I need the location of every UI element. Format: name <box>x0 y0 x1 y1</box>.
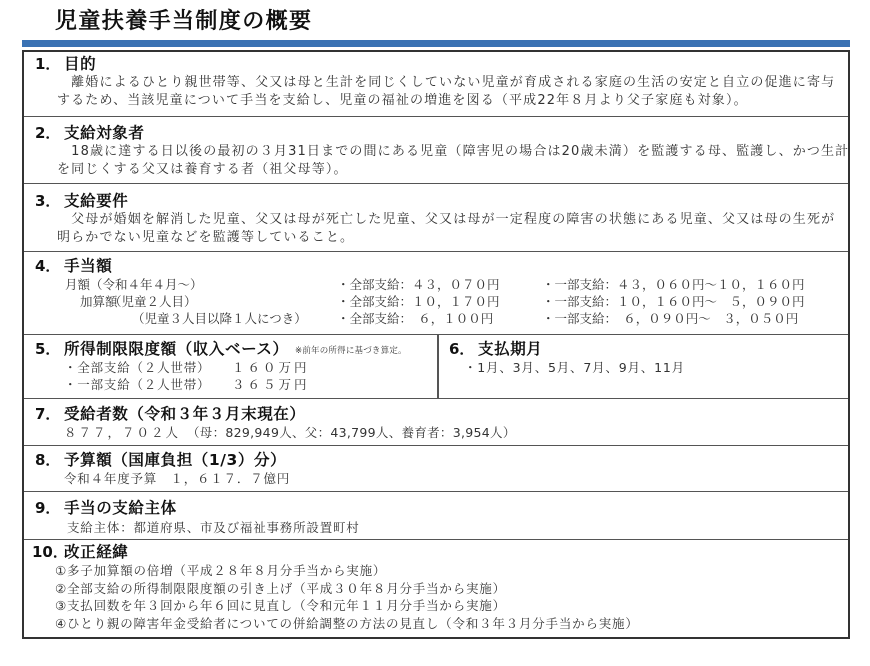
provider-text: 支給主体：都道府県、市及び福祉事務所設置町村 <box>67 520 360 535</box>
section-heading <box>24 256 848 276</box>
section-purpose <box>24 52 848 117</box>
section-number: 10． <box>32 543 68 561</box>
section-income-limit <box>24 335 437 399</box>
section-title: 改正経緯 <box>64 543 129 561</box>
section-number: 7． <box>35 405 61 423</box>
section-recipients <box>24 399 848 446</box>
section-heading <box>438 339 848 359</box>
recipients-total: ８７７，７０２人 <box>64 425 181 440</box>
section-budget <box>24 446 848 492</box>
income-limit-item <box>24 359 437 376</box>
amount-row-second-child <box>24 293 848 310</box>
full-payment-value: ・全部支給： ６，１００円 <box>337 311 494 326</box>
payment-months-item <box>438 359 848 376</box>
section-number: 8． <box>35 451 61 469</box>
section-number: 4． <box>35 257 61 275</box>
overview-table <box>22 50 850 639</box>
section-title: 支給対象者 <box>64 124 145 142</box>
section-history <box>24 540 848 637</box>
full-payment-value: ・全部支給：４３，０７０円 <box>337 277 500 292</box>
section-number: 1． <box>35 55 61 73</box>
page-title: 児童扶養手当制度の概要 <box>55 9 313 34</box>
section-requirements <box>24 184 848 252</box>
section-title: 所得制限限度額（収入ベース） <box>64 340 289 358</box>
body-line: を同じくする父又は養育する者（祖父母等）。 <box>57 162 348 177</box>
section-heading <box>24 542 848 562</box>
section-number: 5． <box>35 340 61 358</box>
section-eligible <box>24 117 848 184</box>
history-text: ④ひとり親の障害年金受給者についての併給調整の方法の見直し（令和３年３月分手当から実施） <box>55 616 639 632</box>
row-sublabel: （児童３人目以降１人につき） <box>132 311 307 326</box>
title-accent-bar <box>22 40 850 47</box>
amount-row-monthly <box>24 276 848 293</box>
section-provider <box>24 492 848 540</box>
section-title: 手当の支給主体 <box>64 499 177 517</box>
section-title: 受給者数（令和３年３月末現在） <box>64 405 306 423</box>
partial-payment-value: ・一部支給：４３，０６０円～１０，１６０円 <box>542 277 805 292</box>
section-heading <box>24 339 437 359</box>
item-value: １６０万円 <box>232 360 310 375</box>
row-label: 月額（令和４年４月～） <box>65 277 203 292</box>
section-heading <box>24 498 848 518</box>
section-number: 9． <box>35 499 61 517</box>
section-number: 2． <box>35 124 61 142</box>
full-payment-value: ・全部支給：１０，１７０円 <box>337 294 500 309</box>
item-value: ３６５万円 <box>232 377 310 392</box>
history-item <box>24 562 848 580</box>
row-sublabel: （児童２人目） <box>109 294 197 309</box>
section-title: 支給要件 <box>64 192 129 210</box>
history-text: ③支払回数を年３回から年６回に見直し（令和元年１１月分手当から実施） <box>55 598 506 614</box>
body-line: するため、当該児童について手当を支給し、児童の福祉の増進を図る（平成22年８月より父子家庭も対象）。 <box>57 93 748 108</box>
history-item <box>24 615 848 633</box>
item-label: ・1月、3月、5月、7月、9月、11月 <box>464 360 685 375</box>
recipients-values <box>24 424 848 442</box>
budget-value <box>24 470 848 488</box>
section-number: 6． <box>449 340 475 358</box>
section-heading <box>24 191 848 211</box>
partial-payment-value: ・一部支給：１０，１６０円～ ５，０９０円 <box>542 294 805 309</box>
section-title: 目的 <box>64 55 97 73</box>
history-text: ①多子加算額の倍増（平成２８年８月分手当から実施） <box>55 563 387 578</box>
item-label: ・全部支給（２人世帯） <box>64 360 211 375</box>
history-item <box>24 597 848 615</box>
provider-value <box>24 518 848 538</box>
section-note: ※前年の所得に基づき算定。 <box>295 346 407 356</box>
section-heading <box>24 123 848 143</box>
budget-text: 令和４年度予算 １，６１７．７億円 <box>64 471 291 486</box>
section-heading <box>24 54 848 74</box>
section-payment-months <box>438 335 848 399</box>
history-text: ②全部支給の所得制限限度額の引き上げ（平成３０年８月分手当から実施） <box>55 580 506 596</box>
section-title: 支払期月 <box>478 340 543 358</box>
body-line: 離婚によるひとり親世帯等、父又は母と生計を同じくしていない児童が育成される家庭の生活の安定と自立の促進に寄与 <box>57 75 836 90</box>
section-title: 手当額 <box>64 257 113 275</box>
body-line: 父母が婚姻を解消した児童、父又は母が死亡した児童、父又は母が一定程度の障害の状態にある児童、父又は母の生死が <box>57 212 836 227</box>
history-item <box>24 580 848 598</box>
row-label: 加算額 <box>80 294 118 309</box>
item-label: ・一部支給（２人世帯） <box>64 377 211 392</box>
section-number: 3． <box>35 192 61 210</box>
section-heading <box>24 404 848 424</box>
section-title: 予算額（国庫負担（1/3）分） <box>64 451 287 469</box>
recipients-breakdown: （母：829,949人、父：43,799人、養育者：3,954人） <box>187 425 516 440</box>
section-heading <box>24 450 848 470</box>
body-line: 明らかでない児童などを監護等していること。 <box>57 230 355 245</box>
section-amount <box>24 252 848 335</box>
partial-payment-value: ・一部支給： ６，０９０円～ ３，０５０円 <box>542 311 799 326</box>
body-line: 18歳に達する日以後の最初の３月31日までの間にある児童（障害児の場合は20歳未満）を監護する母、監護し、かつ生計 <box>57 144 850 159</box>
amount-row-third-child <box>24 310 848 327</box>
income-limit-item <box>24 376 437 393</box>
